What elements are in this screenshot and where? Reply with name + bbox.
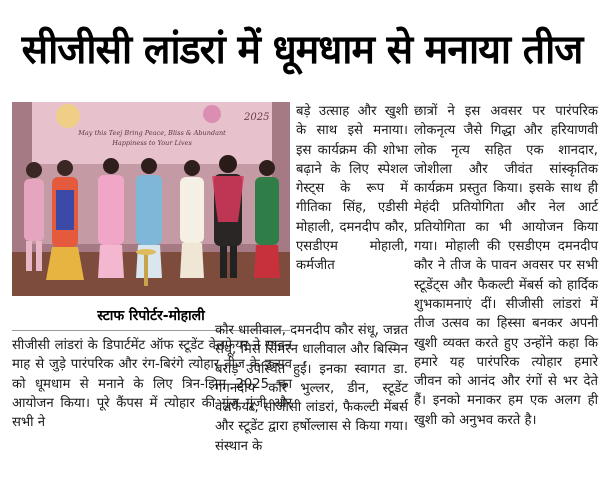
article-column-2-top <box>296 102 408 276</box>
article-column-3 <box>414 102 598 430</box>
article-text-col1: सीजीसी लांडरां के डिपार्टमेंट ऑफ स्टूडेंट वेलफेयर ने सावन माह से जुड़े पारंपरिक और रंग-बिरंगे त्योहार तीज के उत्सव को धूमधाम से मनाने के लिए त्रिन-झिम 2025 का आयोजन किया। पूरे कैंपस में त्योहार की गूंज गूंजी और सभी ने <box>12 338 292 431</box>
article-column-2-bottom <box>215 321 408 456</box>
headline: सीजीसी लांडरां में धूमधाम से मनाया तीज <box>21 26 583 73</box>
banner-line-2: Happiness to Your Lives <box>112 139 192 147</box>
article-text-col2-bottom: कौर धालीवाल, दमनदीप कौर संधू, जन्नत संधू, मिस सिमरन धालीवाल और बिस्मिन बराड़ उपस्थित हुईं। इनका स्वागत डा. गगनदीप कौर भुल्लर, डीन, स्टूडेंट वेलफेयर, सीजीसी लांडरां, फैकल्टी मेंबर्स और स्टूडेंट द्वारा हर्षोल्लास से किया गया। संस्थान के <box>215 323 408 454</box>
byline: स्टाफ रिपोर्टर-मोहाली <box>12 300 290 331</box>
banner-line-1: May this Teej Bring Peace, Bliss & Abundant <box>78 129 226 137</box>
banner-year: 2025 <box>244 112 270 123</box>
article-text-col2-top: बड़े उत्साह और खुशी के साथ इसे मनाया। इस कार्यक्रम की शोभा बढ़ाने के लिए स्पेशल गेस्ट्स के रूप में गीतिका सिंह, एडीसी मोहाली, दमनदीप कौर, एसडीएम मोहाली, कर्मजीत <box>296 104 408 274</box>
event-photo <box>12 102 290 296</box>
article-text-col3: छात्रों ने इस अवसर पर पारंपरिक लोकनृत्य जैसे गिद्धा और हरियाणवी लोक नृत्य सहित एक शानदार, जोशीला और जीवंत सांस्कृतिक कार्यक्रम प्रस्तुत किया। इसके साथ ही मेहंदी प्रतियोगिता और नेल आर्ट प्रतियोगिता का भी आयोजन किया गया। मोहाली की एसडीएम दमनदीप कौर ने तीज के पावन अवसर पर सभी स्टूडेंट्स और फैकल्टी मेंबर्स को हार्दिक शुभकामनाएं दीं। सीजीसी लांडरां में तीज उत्सव का हिस्सा बनकर अपनी खुशी व्यक्त करते हुए उन्होंने कहा कि हमारे यह पारंपरिक त्योहार हमारे जीवन को आनंद और रंगों से भर देते हैं। इनको मनाकर हम एक अलग ही खुशी को अनुभव करते है। <box>414 104 598 428</box>
